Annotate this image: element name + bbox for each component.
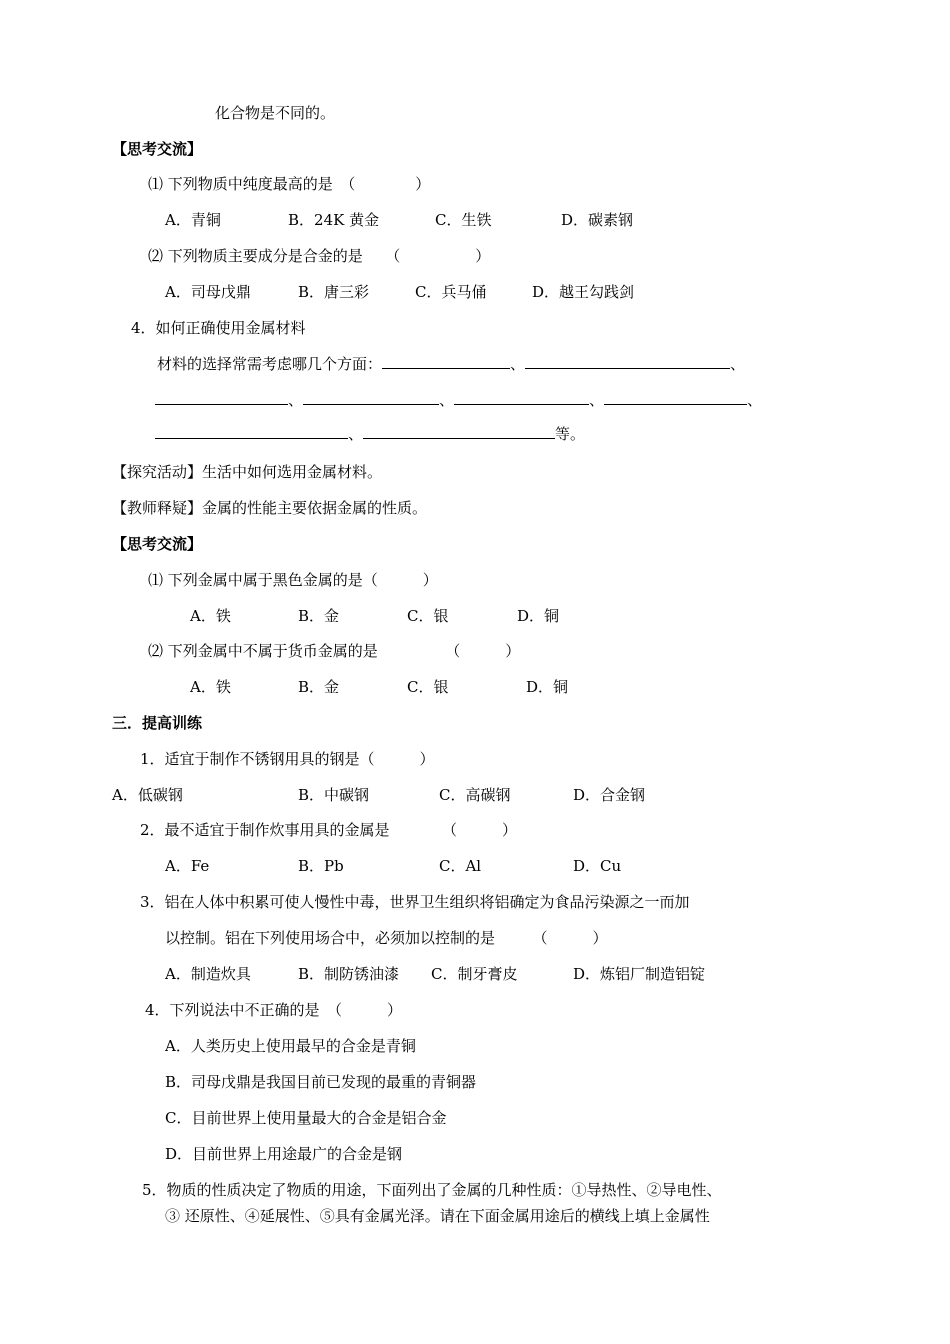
- problem-3-line-1: 3．铝在人体中积累可使人慢性中毒，世界卫生组织将铝确定为食品污染源之一而加: [140, 893, 690, 911]
- option-d: D．炼铝厂制造铝锭: [573, 965, 706, 983]
- option-a: A．青铜: [165, 211, 221, 229]
- option-a: A．铁: [190, 678, 231, 696]
- answer-blank: [454, 390, 589, 405]
- fill-blank-line-2: [155, 390, 762, 410]
- text-line: 化合物是不同的。: [215, 104, 336, 122]
- section-heading: 【思考交流】: [112, 140, 203, 158]
- option-b: B．中碳钢: [298, 786, 370, 804]
- option-b: B．金: [298, 678, 340, 696]
- answer-blank: [155, 424, 348, 439]
- separator: 、: [288, 391, 304, 409]
- option-c: C．Al: [439, 857, 482, 875]
- answer-blank: [382, 354, 510, 369]
- option-c: C．银: [407, 607, 449, 625]
- question-4: ⑵ 下列金属中不属于货币金属的是 （ ）: [148, 642, 521, 660]
- option-b: B．Pb: [298, 857, 344, 875]
- ending-text: 等。: [555, 425, 586, 443]
- separator: 、: [348, 425, 364, 443]
- activity-heading: 【探究活动】生活中如何选用金属材料。: [112, 463, 383, 481]
- answer-blank: [303, 390, 439, 405]
- problem-5-line-1: 5．物质的性质决定了物质的用途，下面列出了金属的几种性质：①导热性、②导电性、: [142, 1181, 722, 1199]
- option-a: A．制造炊具: [165, 965, 251, 983]
- option-b: B．24K 黄金: [288, 211, 380, 229]
- problem-2: 2．最不适宜于制作炊事用具的金属是 （ ）: [140, 821, 518, 839]
- answer-blank: [604, 390, 747, 405]
- separator: 、: [510, 355, 526, 373]
- teacher-note: 【教师释疑】金属的性能主要依据金属的性质。: [112, 499, 428, 517]
- option-d: D．越王勾践剑: [532, 283, 635, 301]
- question-1: ⑴ 下列物质中纯度最高的是 （ ）: [148, 175, 431, 193]
- option-a: A．司母戊鼎: [165, 283, 251, 301]
- option-d: D．Cu: [573, 857, 622, 875]
- answer-blank: [155, 390, 288, 405]
- option-d: D．铜: [517, 607, 560, 625]
- section-title: 三．提高训练: [112, 714, 203, 732]
- option-c: C．银: [407, 678, 449, 696]
- option-b: B．司母戊鼎是我国目前已发现的最重的青铜器: [165, 1073, 477, 1091]
- option-c: C．高碳钢: [439, 786, 511, 804]
- question-3: ⑴ 下列金属中属于黑色金属的是（ ）: [148, 571, 438, 589]
- question-2: ⑵ 下列物质主要成分是合金的是 （ ）: [148, 247, 491, 265]
- option-c: C．兵马俑: [415, 283, 487, 301]
- separator: 、: [439, 391, 455, 409]
- separator: 、: [747, 391, 763, 409]
- option-a: A．低碳钢: [112, 786, 183, 804]
- option-b: B．制防锈油漆: [298, 965, 400, 983]
- problem-4: 4．下列说法中不正确的是 （ ）: [145, 1001, 403, 1019]
- option-a: A．Fe: [165, 857, 210, 875]
- problem-3-line-2: 以控制。铝在下列使用场合中，必须加以控制的是 （ ）: [165, 929, 608, 947]
- option-c: C．生铁: [435, 211, 492, 229]
- option-d: D．目前世界上用途最广的合金是钢: [165, 1145, 403, 1163]
- option-a: A．人类历史上使用最早的合金是青铜: [165, 1037, 416, 1055]
- separator: 、: [589, 391, 605, 409]
- option-c: C．目前世界上使用量最大的合金是铝合金: [165, 1109, 447, 1127]
- problem-1: 1．适宜于制作不锈钢用具的钢是（ ）: [140, 750, 435, 768]
- answer-blank: [525, 354, 730, 369]
- section-heading: 【思考交流】: [112, 535, 203, 553]
- prompt-text: 材料的选择常需考虑哪几个方面：: [157, 355, 383, 373]
- option-d: D．铜: [526, 678, 569, 696]
- fill-blank-line-3: [155, 424, 585, 444]
- fill-blank-line-1: [157, 354, 745, 374]
- option-b: B．金: [298, 607, 340, 625]
- section-item-4: 4．如何正确使用金属材料: [131, 319, 306, 337]
- option-b: B．唐三彩: [298, 283, 370, 301]
- option-a: A．铁: [190, 607, 231, 625]
- answer-blank: [363, 424, 555, 439]
- problem-5-line-2: ③ 还原性、④延展性、⑤具有金属光泽。请在下面金属用途后的横线上填上金属性: [165, 1207, 710, 1225]
- separator: 、: [730, 355, 746, 373]
- option-d: D．碳素钢: [561, 211, 634, 229]
- option-c: C．制牙膏皮: [431, 965, 518, 983]
- option-d: D．合金钢: [573, 786, 646, 804]
